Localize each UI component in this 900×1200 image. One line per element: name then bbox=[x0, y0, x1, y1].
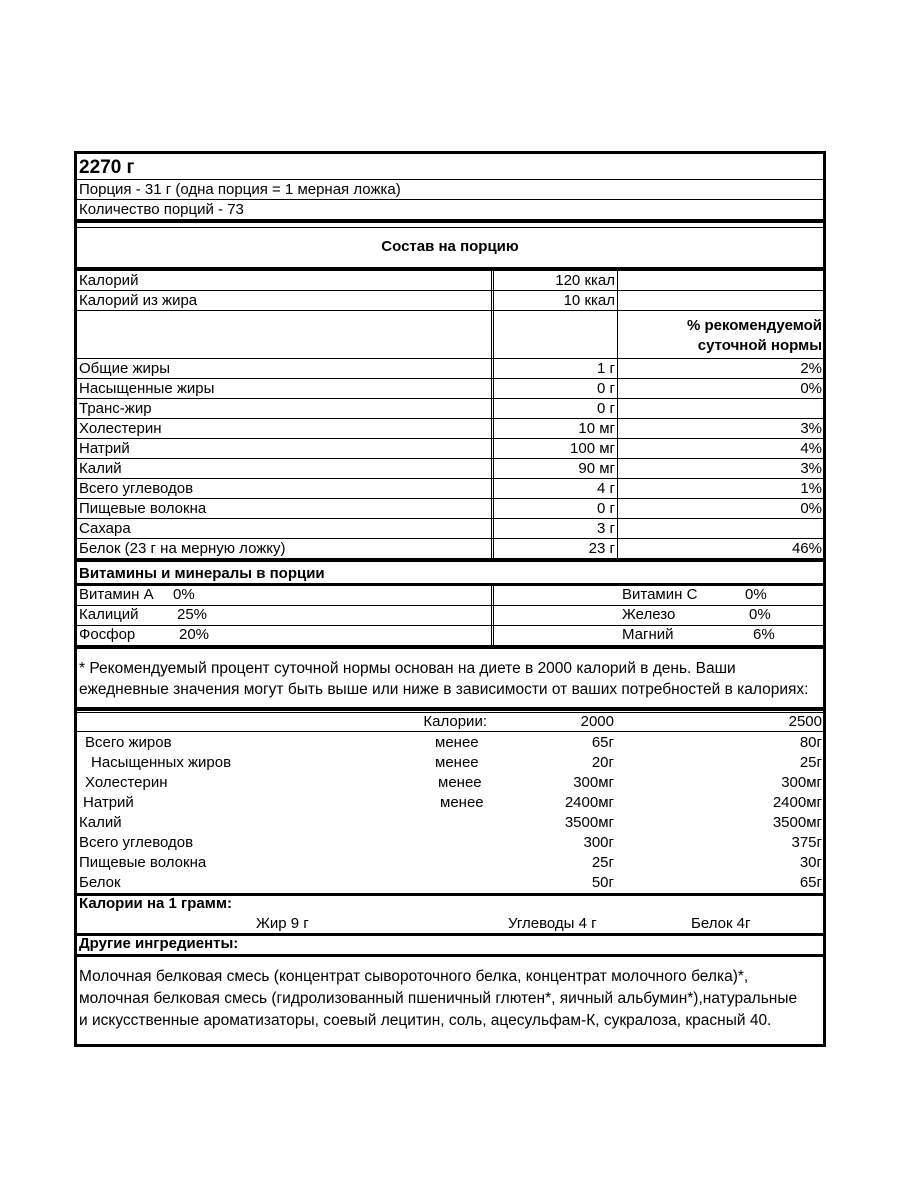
fat-calories-value: 10 ккал bbox=[563, 292, 615, 309]
nutrient-label: Холестерин bbox=[79, 420, 162, 437]
nutrient-amount: 90 мг bbox=[578, 460, 615, 477]
vitamin-name: Калиций bbox=[79, 606, 139, 623]
nutrient-amount: 10 мг bbox=[578, 420, 615, 437]
divider bbox=[77, 418, 823, 419]
ingredients-line: Молочная белковая смесь (концентрат сывороточного белка, концентрат молочного белка)*, bbox=[79, 968, 749, 985]
nutrition-label bbox=[74, 151, 826, 1047]
daily-row-label: Белок bbox=[79, 874, 121, 891]
divider bbox=[77, 290, 823, 291]
nutrient-label: Транс-жир bbox=[79, 400, 152, 417]
nutrient-dv: 4% bbox=[800, 440, 822, 457]
divider-thick bbox=[77, 707, 823, 711]
divider bbox=[77, 498, 823, 499]
fat-per-gram: Жир 9 г bbox=[256, 915, 309, 932]
vitamins-title: Витамины и минералы в порции bbox=[79, 565, 325, 582]
daily-row-2500: 2400мг bbox=[772, 794, 822, 811]
daily-row-2000: 300мг bbox=[573, 774, 614, 791]
nutrient-label: Натрий bbox=[79, 440, 130, 457]
daily-row-2000: 50г bbox=[591, 874, 614, 891]
net-weight: 2270 г bbox=[79, 157, 135, 178]
daily-row-label: Пищевые волокна bbox=[79, 854, 207, 871]
vitamin-value: 0% bbox=[173, 586, 195, 603]
nutrient-amount: 0 г bbox=[597, 380, 615, 397]
dv-header: % рекомендуемой bbox=[686, 317, 822, 334]
daily-row-2000: 300г bbox=[583, 834, 614, 851]
servings-count: Количество порций - 73 bbox=[79, 201, 244, 218]
divider bbox=[77, 227, 823, 228]
daily-row-label: Калий bbox=[79, 814, 122, 831]
nutrient-label: Общие жиры bbox=[79, 360, 171, 377]
daily-row-2500: 25г bbox=[799, 754, 822, 771]
nutrient-amount: 0 г bbox=[597, 500, 615, 517]
ingredients-line: и искусственные ароматизаторы, соевый лецитин, соль, ацесульфам-К, сукралоза, красный 40. bbox=[79, 1012, 772, 1029]
daily-header-2500: 2500 bbox=[788, 713, 822, 730]
vitamin-name: Витамин А bbox=[79, 586, 154, 603]
fat-calories-label: Калорий из жира bbox=[79, 292, 198, 309]
nutrient-dv: 2% bbox=[800, 360, 822, 377]
nutrient-amount: 4 г bbox=[597, 480, 615, 497]
footnote-line: ежедневные значения могут быть выше или ниже в зависимости от ваших потребностей в калориях: bbox=[79, 681, 809, 698]
nutrient-amount: 23 г bbox=[588, 540, 615, 557]
nutrient-dv: 3% bbox=[800, 460, 822, 477]
nutrient-dv: 46% bbox=[791, 540, 822, 557]
daily-row-label: Насыщенных жиров bbox=[91, 754, 232, 771]
calories-per-gram-title: Калории на 1 грамм: bbox=[79, 895, 232, 912]
divider bbox=[77, 378, 823, 379]
daily-row-2500: 3500мг bbox=[772, 814, 822, 831]
vitamin-name: Фосфор bbox=[79, 626, 136, 643]
daily-row-label: Всего жиров bbox=[85, 734, 172, 751]
divider-thick bbox=[77, 558, 823, 562]
ingredients-line: молочная белковая смесь (гидролизованный пшеничный глютен*, яичный альбумин*),натуральные bbox=[79, 990, 798, 1007]
footnote-line: * Рекомендуемый процент суточной нормы основан на диете в 2000 калорий в день. Ваши bbox=[79, 660, 736, 677]
daily-row-qualifier: менее bbox=[435, 734, 479, 751]
column-divider bbox=[491, 586, 494, 646]
nutrient-label: Насыщенные жиры bbox=[79, 380, 215, 397]
daily-row-2500: 80г bbox=[799, 734, 822, 751]
divider bbox=[77, 518, 823, 519]
divider bbox=[77, 538, 823, 539]
vitamin-name: Витамин С bbox=[622, 586, 698, 603]
nutrient-label: Белок (23 г на мерную ложку) bbox=[79, 540, 286, 557]
divider bbox=[77, 398, 823, 399]
column-divider bbox=[617, 271, 618, 558]
daily-row-2500: 65г bbox=[799, 874, 822, 891]
daily-row-2000: 20г bbox=[591, 754, 614, 771]
nutrient-dv: 0% bbox=[800, 380, 822, 397]
nutrient-dv: 3% bbox=[800, 420, 822, 437]
divider bbox=[77, 179, 823, 180]
daily-row-label: Натрий bbox=[83, 794, 134, 811]
daily-row-2000: 3500мг bbox=[564, 814, 614, 831]
divider bbox=[77, 438, 823, 439]
dv-header: суточной нормы bbox=[697, 337, 822, 354]
daily-row-2500: 30г bbox=[799, 854, 822, 871]
nutrient-label: Пищевые волокна bbox=[79, 500, 207, 517]
divider bbox=[77, 358, 823, 359]
divider-thick bbox=[77, 267, 823, 271]
daily-header-2000: 2000 bbox=[580, 713, 614, 730]
daily-row-qualifier: менее bbox=[435, 754, 479, 771]
daily-row-label: Холестерин bbox=[85, 774, 168, 791]
nutrient-dv: 0% bbox=[800, 500, 822, 517]
daily-row-qualifier: менее bbox=[440, 794, 484, 811]
vitamin-value: 25% bbox=[177, 606, 208, 623]
divider bbox=[77, 731, 823, 732]
divider bbox=[77, 199, 823, 200]
vitamin-value: 6% bbox=[753, 626, 775, 643]
divider-thick bbox=[77, 219, 823, 223]
daily-row-2500: 300мг bbox=[781, 774, 822, 791]
ingredients-title: Другие ингредиенты: bbox=[79, 935, 239, 952]
protein-per-gram: Белок 4г bbox=[691, 915, 751, 932]
divider bbox=[77, 954, 823, 957]
nutrient-amount: 0 г bbox=[597, 400, 615, 417]
daily-row-2000: 65г bbox=[591, 734, 614, 751]
carbs-per-gram: Углеводы 4 г bbox=[508, 915, 597, 932]
daily-row-2500: 375г bbox=[791, 834, 822, 851]
vitamin-value: 20% bbox=[179, 626, 210, 643]
vitamin-value: 0% bbox=[749, 606, 771, 623]
nutrient-label: Всего углеводов bbox=[79, 480, 194, 497]
nutrient-amount: 1 г bbox=[597, 360, 615, 377]
nutrient-label: Калий bbox=[79, 460, 122, 477]
daily-header-label: Калории: bbox=[423, 713, 487, 730]
calories-label: Калорий bbox=[79, 272, 139, 289]
divider-thick bbox=[77, 645, 823, 649]
daily-row-label: Всего углеводов bbox=[79, 834, 194, 851]
composition-title: Состав на порцию bbox=[381, 238, 519, 255]
daily-row-2000: 25г bbox=[591, 854, 614, 871]
nutrient-amount: 100 мг bbox=[570, 440, 615, 457]
divider bbox=[77, 310, 823, 311]
serving-size: Порция - 31 г (одна порция = 1 мерная ложка) bbox=[79, 181, 401, 198]
calories-value: 120 ккал bbox=[555, 272, 615, 289]
vitamin-name: Магний bbox=[622, 626, 674, 643]
vitamin-name: Железо bbox=[622, 606, 676, 623]
vitamin-value: 0% bbox=[745, 586, 767, 603]
divider bbox=[77, 478, 823, 479]
daily-row-qualifier: менее bbox=[438, 774, 482, 791]
nutrient-dv: 1% bbox=[800, 480, 822, 497]
daily-row-2000: 2400мг bbox=[564, 794, 614, 811]
divider bbox=[77, 458, 823, 459]
nutrient-amount: 3 г bbox=[597, 520, 615, 537]
nutrient-label: Сахара bbox=[79, 520, 131, 537]
